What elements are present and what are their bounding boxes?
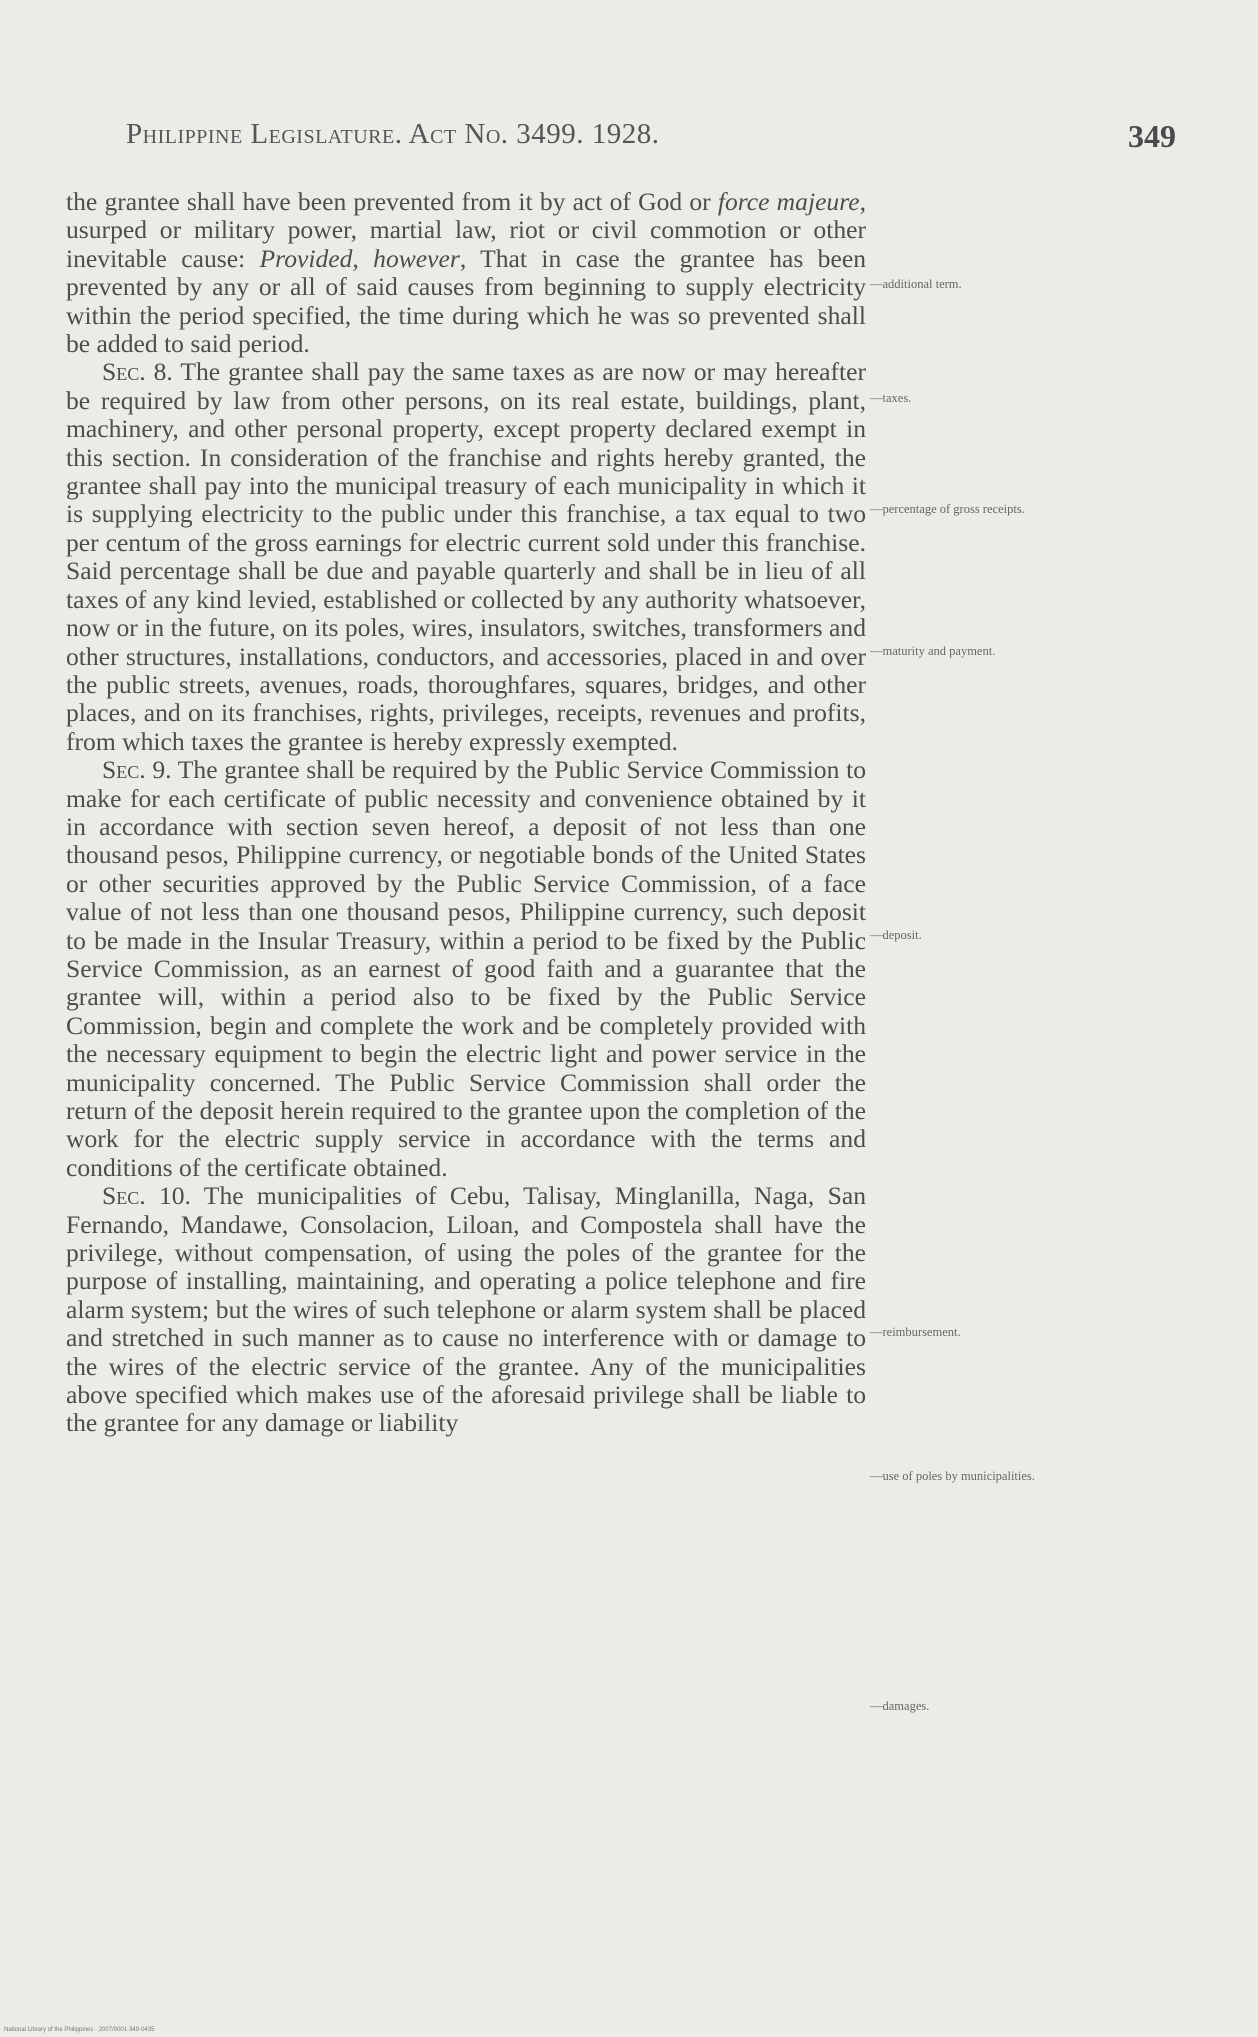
margin-note-maturity: —maturity and payment. <box>870 644 996 658</box>
margin-note-damages: —damages. <box>870 1699 930 1713</box>
text-run: Sec. <box>102 755 146 785</box>
page-number: 349 <box>1128 118 1176 154</box>
text-run: the grantee shall have been prevented from it by act of God or <box>66 187 718 216</box>
text-run: Provided, however <box>259 243 460 273</box>
body-text <box>66 188 866 1438</box>
scan-footer: National Library of the Philippines · 2007/0001·349·0435 <box>4 2027 155 2033</box>
margin-note-percentage: —percentage of gross receipts. <box>870 502 1025 516</box>
text-run: force majeure <box>717 187 860 216</box>
margin-note-reimbursement: —reimbursement. <box>870 1325 961 1339</box>
margin-note-taxes: —taxes. <box>870 391 912 405</box>
text-run: , usurped or military power, martial law, riot or civil commotion or other inevitable cause: <box>66 187 866 273</box>
paragraph-sec-8 <box>66 358 866 756</box>
text-run: , That in case the grantee has been prevented by any or all of said causes from beginning to supply electricity within the period specified, the time during which he was so prevented shall be added to said period. <box>66 243 866 359</box>
margin-note-deposit: —deposit. <box>870 928 922 942</box>
margin-note-use-of-poles: —use of poles by municipalities. <box>870 1469 1035 1483</box>
paragraph-sec-10 <box>66 1182 866 1438</box>
text-run: 8. The grantee shall pay the same taxes as are now or may hereafter be required by law from other persons, on its real estate, buildings, plant, machinery, and other personal property, except property declared exempt in this section. In consideration of the franchise and rights hereby granted, the grantee shall pay into the municipal treasury of each municipality in which it is supplying electricity to the public under this franchise, a tax equal to two per centum of the gross earnings for electric current sold under this franchise. Said percentage shall be due and payable quarterly and shall be in lieu of all taxes of any kind levied, established or collected by any authority whatsoever, now or in the future, on its poles, wires, insulators, switches, transformers and other structures, installations, conductors, and accessories, placed in and over the public streets, avenues, roads, thoroughfares, squares, bridges, and other places, and on its franchises, rights, privileges, receipts, revenues and profits, from which taxes the grantee is hereby expressly exempted. <box>66 357 866 756</box>
text-run: Sec. <box>102 357 146 387</box>
text-run: Sec. <box>102 1181 146 1211</box>
paragraph-sec-9 <box>66 756 866 1182</box>
text-run: 9. The grantee shall be required by the Public Service Commission to make for each certificate of public necessity and convenience obtained by it in accordance with section seven hereof, a deposit of not less than one thousand pesos, Philippine currency, or negotiable bonds of the United States or other securities approved by the Public Service Commission, of a face value of not less than one thousand pesos, Philippine currency, such deposit to be made in the Insular Treasury, within a period to be fixed by the Public Service Commission, as an earnest of good faith and a guarantee that the grantee will, within a period also to be fixed by the Public Service Commission, begin and complete the work and be completely provided with the necessary equipment to begin the electric light and power service in the municipality concerned. The Public Service Commission shall order the return of the deposit herein required to the grantee upon the completion of the work for the electric supply service in accordance with the terms and conditions of the certificate obtained. <box>66 755 866 1182</box>
text-run: 10. The municipalities of Cebu, Talisay, Minglanilla, Naga, San Fernando, Mandawe, Consolacion, Liloan, and Compostela shall have the privilege, without compensation, of using the poles of the grantee for the purpose of installing, maintaining, and operating a police telephone and fire alarm system; but the wires of such telephone or alarm system shall be placed and stretched in such manner as to cause no interference with or damage to the wires of the electric service of the grantee. Any of the municipalities above specified which makes use of the aforesaid privilege shall be liable to the grantee for any damage or liability <box>66 1181 866 1438</box>
margin-note-additional-term: —additional term. <box>870 277 962 291</box>
running-title: Philippine Legislature. Act No. 3499. 1928. <box>126 118 660 150</box>
paragraph <box>66 188 866 358</box>
